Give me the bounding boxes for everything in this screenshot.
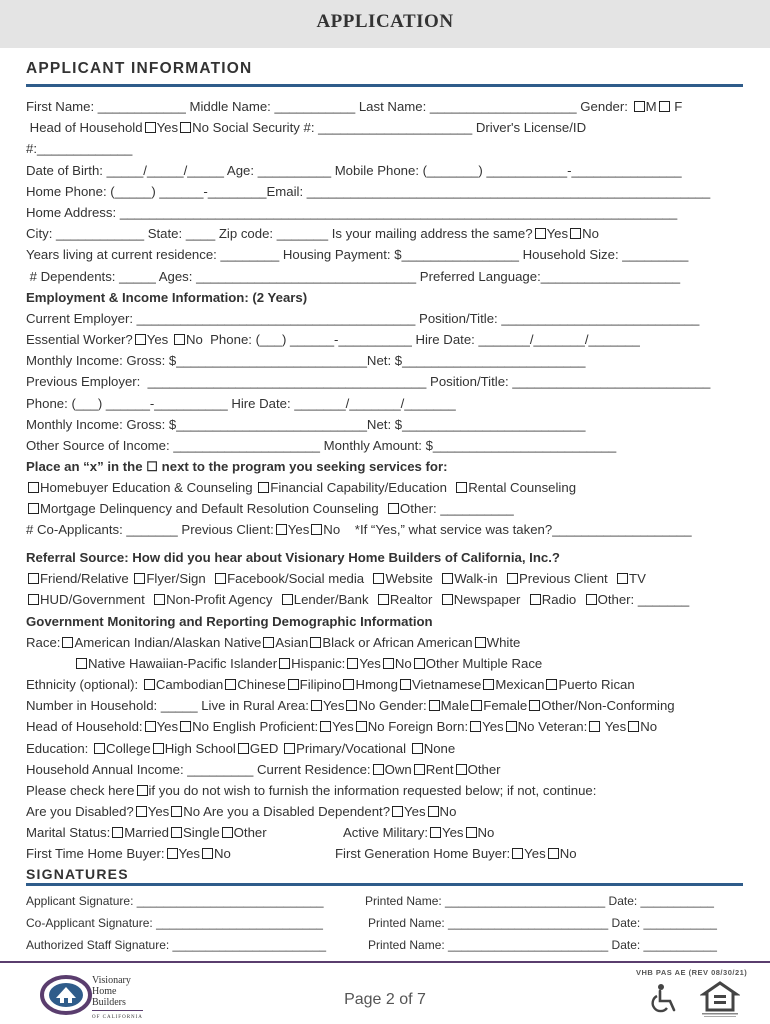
line-dependents: # Dependents: _____ Ages: ______________________________ Preferred Language:___________________ [26,269,681,284]
line-programs-1 [26,480,576,496]
english-no-checkbox[interactable] [356,721,367,732]
nonprofit-label: Non-Profit Agency [166,592,280,607]
first-time-yes-checkbox[interactable] [167,848,178,859]
line-race-1 [26,635,520,651]
demographic-heading: Government Monitoring and Reporting Demographic Information [26,614,433,629]
line-education [26,741,455,757]
facebook-label: Facebook/Social media [227,571,372,586]
hoh-no-checkbox[interactable] [180,122,191,133]
line-military [343,825,494,841]
veteran-no-checkbox[interactable] [628,721,639,732]
first-gen-yes-checkbox[interactable] [512,848,523,859]
education-none-checkbox[interactable] [412,743,423,754]
rural-no-label: No Gender: [358,698,427,713]
married-checkbox[interactable] [112,827,123,838]
single-checkbox[interactable] [171,827,182,838]
dependent-no-checkbox[interactable] [428,806,439,817]
rural-yes-checkbox[interactable] [311,700,322,711]
white-label: White [486,635,521,650]
male-label: Male [440,698,470,713]
asian-label: Asian [275,635,309,650]
line-ethnicity [26,677,635,693]
chinese-checkbox[interactable] [225,679,236,690]
radio-checkbox[interactable] [530,594,541,605]
rent-label: Rent [425,762,454,777]
mortgage-delinquency-label: Mortgage Delinquency and Default Resolution Counseling [40,501,387,516]
dependent-yes-label: Yes [404,804,426,819]
native-hawaiian-label: Native Hawaiian-Pacific Islander [88,656,278,671]
veteran-yes-label: Yes [601,719,627,734]
first-gen-no-label: No [559,846,577,861]
co-applicants-text: # Co-Applicants: _______ Previous Client: [26,522,274,537]
residence-other-label: Other [467,762,501,777]
essential-yes-label: Yes [146,332,172,347]
applicant-signature-line[interactable]: Applicant Signature: ____________________________ [26,894,324,908]
realtor-label: Realtor [389,592,440,607]
hispanic-yes-label: Yes [359,656,381,671]
hispanic-yes-checkbox[interactable] [347,658,358,669]
radio-label: Radio [541,592,584,607]
military-no-checkbox[interactable] [466,827,477,838]
line-annual-income [26,762,501,778]
single-label: Single [183,825,220,840]
annual-income-text: Household Annual Income: _________ Current Residence: [26,762,371,777]
website-label: Website [385,571,441,586]
high-school-label: High School [164,741,236,756]
ged-checkbox[interactable] [238,743,249,754]
referral-other-label: Other: _______ [597,592,690,607]
homebuyer-ed-label: Homebuyer Education & Counseling [40,480,257,495]
disabled-no-checkbox[interactable] [171,806,182,817]
financial-cap-label: Financial Capability/Education [270,480,455,495]
essential-no-checkbox[interactable] [174,334,185,345]
logo-line-1: Visionary [92,975,131,986]
black-checkbox[interactable] [310,637,321,648]
first-time-no-label: No [214,846,231,861]
line-home-phone: Home Phone: (_____) ______-________Email: _______________________________________________________ [26,184,711,199]
employment-heading: Employment & Income Information: (2 Years) [26,290,308,305]
first-gen-yes-label: Yes [524,846,546,861]
newspaper-label: Newspaper [453,592,528,607]
section-title-applicant: APPLICANT INFORMATION [26,60,253,77]
prev-client-yes-label: Yes [287,522,310,537]
section-rule [26,84,743,87]
puerto-rican-label: Puerto Rican [558,677,635,692]
line-previous-employer: Previous Employer: ______________________________________ Position/Title: ___________________________ [26,374,711,389]
gender-m-checkbox[interactable] [634,101,645,112]
rental-counseling-checkbox[interactable] [456,482,467,493]
names-text: First Name: ____________ Middle Name: ___________ Last Name: ____________________ Gender: [26,99,632,114]
mailing-yes-label: Yes [546,226,569,241]
hoh2-yes-label: Yes [156,719,179,734]
mailing-no-label: No [582,226,599,241]
primary-vocational-label: Primary/Vocational [296,741,410,756]
line-names [26,99,682,115]
black-label: Black or African American [322,635,473,650]
veteran-no-label: No [640,719,658,734]
flyer-sign-checkbox[interactable] [134,573,145,584]
website-checkbox[interactable] [373,573,384,584]
vietnamese-checkbox[interactable] [400,679,411,690]
friend-relative-checkbox[interactable] [28,573,39,584]
rental-counseling-label: Rental Counseling [468,480,577,495]
program-other-checkbox[interactable] [388,503,399,514]
hoh-yes-checkbox[interactable] [145,122,156,133]
first-time-no-checkbox[interactable] [202,848,213,859]
filipino-label: Filipino [299,677,342,692]
mailing-no-checkbox[interactable] [570,228,581,239]
education-label: Education: [26,741,92,756]
line-first-gen [335,846,577,862]
line-city [26,226,599,242]
opt-out-text: if you do not wish to furnish the information requested below; if not, continue: [148,783,597,798]
line-household-number [26,698,675,714]
logo-line-3: Builders [92,997,126,1008]
mexican-label: Mexican [495,677,545,692]
title-bar [0,0,770,48]
city-text: City: ____________ State: ____ Zip code: _______ Is your mailing address the same? [26,226,533,241]
hoh2-label: Head of Household: [26,719,143,734]
hispanic-no-label: No [394,656,412,671]
hoh2-yes-checkbox[interactable] [145,721,156,732]
college-checkbox[interactable] [94,743,105,754]
other-multiple-race-label: Other Multiple Race [425,656,543,671]
line-referral-2 [26,592,689,608]
english-yes-checkbox[interactable] [320,721,331,732]
hud-label: HUD/Government [40,592,153,607]
essential-label: Essential Worker? [26,332,133,347]
mailing-yes-checkbox[interactable] [535,228,546,239]
military-label: Active Military: [343,825,428,840]
first-time-yes-label: Yes [178,846,201,861]
marital-label: Marital Status: [26,825,111,840]
own-label: Own [384,762,412,777]
rural-yes-label: Yes [322,698,345,713]
puerto-rican-checkbox[interactable] [546,679,557,690]
nonprofit-checkbox[interactable] [154,594,165,605]
residence-other-checkbox[interactable] [456,764,467,775]
other-multiple-race-checkbox[interactable] [414,658,425,669]
lender-checkbox[interactable] [282,594,293,605]
mexican-checkbox[interactable] [483,679,494,690]
married-label: Married [124,825,169,840]
line-current-employer: Current Employer: ______________________________________ Position/Title: ___________________________ [26,311,700,326]
mortgage-delinquency-checkbox[interactable] [28,503,39,514]
referral-other-checkbox[interactable] [586,594,597,605]
prev-client-no-label: No *If “Yes,” what service was taken?___________________ [323,522,692,537]
english-yes-label: Yes [332,719,354,734]
co-applicant-signature-line[interactable]: Co-Applicant Signature: _________________________ [26,916,323,930]
logo-subtitle: OF CALIFORNIA [92,1010,143,1023]
footer-rule [0,961,770,963]
rural-no-checkbox[interactable] [346,700,357,711]
cambodian-checkbox[interactable] [144,679,155,690]
ethnicity-label: Ethnicity (optional): [26,677,142,692]
hoh2-no-checkbox[interactable] [180,721,191,732]
foreign-no-checkbox[interactable] [506,721,517,732]
walk-in-checkbox[interactable] [442,573,453,584]
first-gen-label: First Generation Home Buyer: [335,846,511,861]
non-conforming-label: Other/Non-Conforming [541,698,675,713]
native-hawaiian-checkbox[interactable] [76,658,87,669]
homebuyer-ed-checkbox[interactable] [28,482,39,493]
american-indian-checkbox[interactable] [62,637,73,648]
handicap-accessible-icon [650,983,680,1015]
first-time-label: First Time Home Buyer: [26,846,165,861]
foreign-born-label: No Foreign Born: [367,719,469,734]
tv-label: TV [629,571,646,586]
veteran-yes-checkbox[interactable] [589,721,600,732]
disabled-yes-label: Yes [147,804,170,819]
previous-client-checkbox[interactable] [507,573,518,584]
opt-out-checkbox[interactable] [137,785,148,796]
friend-relative-label: Friend/Relative [40,571,133,586]
ged-label: GED [249,741,283,756]
english-label: No English Proficient: [192,719,319,734]
walk-in-label: Walk-in [454,571,506,586]
equal-housing-opportunity-icon [700,980,740,1018]
high-school-checkbox[interactable] [153,743,164,754]
hoh-yes-label: Yes [156,120,179,135]
hmong-label: Hmong [355,677,398,692]
household-number-text: Number in Household: _____ Live in Rural Area: [26,698,309,713]
hmong-checkbox[interactable] [343,679,354,690]
staff-signature-line[interactable]: Authorized Staff Signature: _______________________ [26,938,327,952]
military-no-label: No [477,825,495,840]
female-label: Female [483,698,528,713]
essential-yes-checkbox[interactable] [135,334,146,345]
logo-line-2: Home [92,986,117,997]
line-marital [26,825,267,841]
education-none-label: None [423,741,456,756]
white-checkbox[interactable] [475,637,486,648]
line-opt-out [26,783,596,799]
american-indian-label: American Indian/Alaskan Native [74,635,262,650]
own-checkbox[interactable] [373,764,384,775]
gender-f-checkbox[interactable] [659,101,670,112]
financial-cap-checkbox[interactable] [258,482,269,493]
page-title: APPLICATION [316,11,454,32]
line-dob: Date of Birth: _____/_____/_____ Age: __________ Mobile Phone: (_______) ___________-_______________ [26,163,682,178]
flyer-sign-label: Flyer/Sign [146,571,214,586]
line-programs-2 [26,501,514,517]
previous-client-label: Previous Client [519,571,616,586]
line-prev-income: Monthly Income: Gross: $__________________________Net: $_________________________ [26,417,586,432]
vietnamese-label: Vietnamese [411,677,482,692]
marital-other-checkbox[interactable] [222,827,233,838]
staff-printed-name-line[interactable]: Printed Name: ________________________ Date: ___________ [368,938,717,952]
line-monthly-income: Monthly Income: Gross: $__________________________Net: $_________________________ [26,353,586,368]
dependent-yes-checkbox[interactable] [392,806,403,817]
race-label: Race: [26,635,61,650]
chinese-label: Chinese [237,677,286,692]
ssn-text: No Social Security #: _____________________ Driver's License/ID [192,120,587,135]
hispanic-checkbox[interactable] [279,658,290,669]
newspaper-checkbox[interactable] [442,594,453,605]
military-yes-label: Yes [442,825,464,840]
veteran-label: No Veteran: [517,719,588,734]
hispanic-no-checkbox[interactable] [383,658,394,669]
male-checkbox[interactable] [429,700,440,711]
gender-m-label: M [645,99,657,114]
cambodian-label: Cambodian [155,677,224,692]
marital-other-label: Other [233,825,267,840]
primary-vocational-checkbox[interactable] [284,743,295,754]
filipino-checkbox[interactable] [288,679,299,690]
facebook-checkbox[interactable] [215,573,226,584]
line-essential-worker [26,332,640,348]
program-other-label: Other: __________ [400,501,514,516]
non-conforming-checkbox[interactable] [529,700,540,711]
page-number: Page 2 of 7 [344,991,426,1008]
line-disabled [26,804,456,820]
line-home-address: Home Address: ____________________________________________________________________________ [26,205,678,220]
dependent-no-label: No [439,804,457,819]
realtor-checkbox[interactable] [378,594,389,605]
applicant-printed-name-line[interactable]: Printed Name: ________________________ Date: ___________ [365,894,714,908]
line-first-time [26,846,231,862]
essential-phone-text: No Phone: (___) ______-__________ Hire Date: _______/_______/_______ [185,332,640,347]
revision-code: VHB PAS AE (REV 08/30/21) [636,968,748,977]
line-race-2 [74,656,542,672]
opt-out-label: Please check here [26,783,135,798]
referral-heading: Referral Source: How did you hear about Visionary Home Builders of California, Inc.? [26,550,560,565]
line-co-applicants [26,522,692,538]
hispanic-label: Hispanic: [291,656,346,671]
line-years-residence: Years living at current residence: ________ Housing Payment: $________________ Household Size: _________ [26,247,689,262]
disabled-dependent-label: No Are you a Disabled Dependent? [183,804,391,819]
tv-checkbox[interactable] [617,573,628,584]
college-label: College [105,741,151,756]
disabled-label: Are you Disabled? [26,804,134,819]
co-applicant-printed-name-line[interactable]: Printed Name: ________________________ Date: ___________ [368,916,717,930]
line-referral-1 [26,571,646,587]
prev-client-no-checkbox[interactable] [311,524,322,535]
prev-client-yes-checkbox[interactable] [276,524,287,535]
lender-label: Lender/Bank [293,592,376,607]
foreign-yes-checkbox[interactable] [470,721,481,732]
line-other-income: Other Source of Income: ____________________ Monthly Amount: $_________________________ [26,438,617,453]
female-checkbox[interactable] [471,700,482,711]
military-yes-checkbox[interactable] [430,827,441,838]
line-head-household [26,120,586,136]
line-head-household-2 [26,719,657,735]
line-id-number: #:_____________ [26,141,133,156]
line-prev-phone: Phone: (___) ______-__________ Hire Date: _______/_______/_______ [26,396,456,411]
hoh-label: Head of Household [26,120,143,135]
rent-checkbox[interactable] [414,764,425,775]
hud-checkbox[interactable] [28,594,39,605]
section-title-signatures: SIGNATURES [26,866,129,882]
asian-checkbox[interactable] [263,637,274,648]
gender-f-label: F [670,99,683,114]
program-instruction: Place an “x” in the ☐ next to the program you seeking services for: [26,459,448,474]
first-gen-no-checkbox[interactable] [548,848,559,859]
disabled-yes-checkbox[interactable] [136,806,147,817]
signatures-rule [26,883,743,886]
foreign-yes-label: Yes [482,719,504,734]
